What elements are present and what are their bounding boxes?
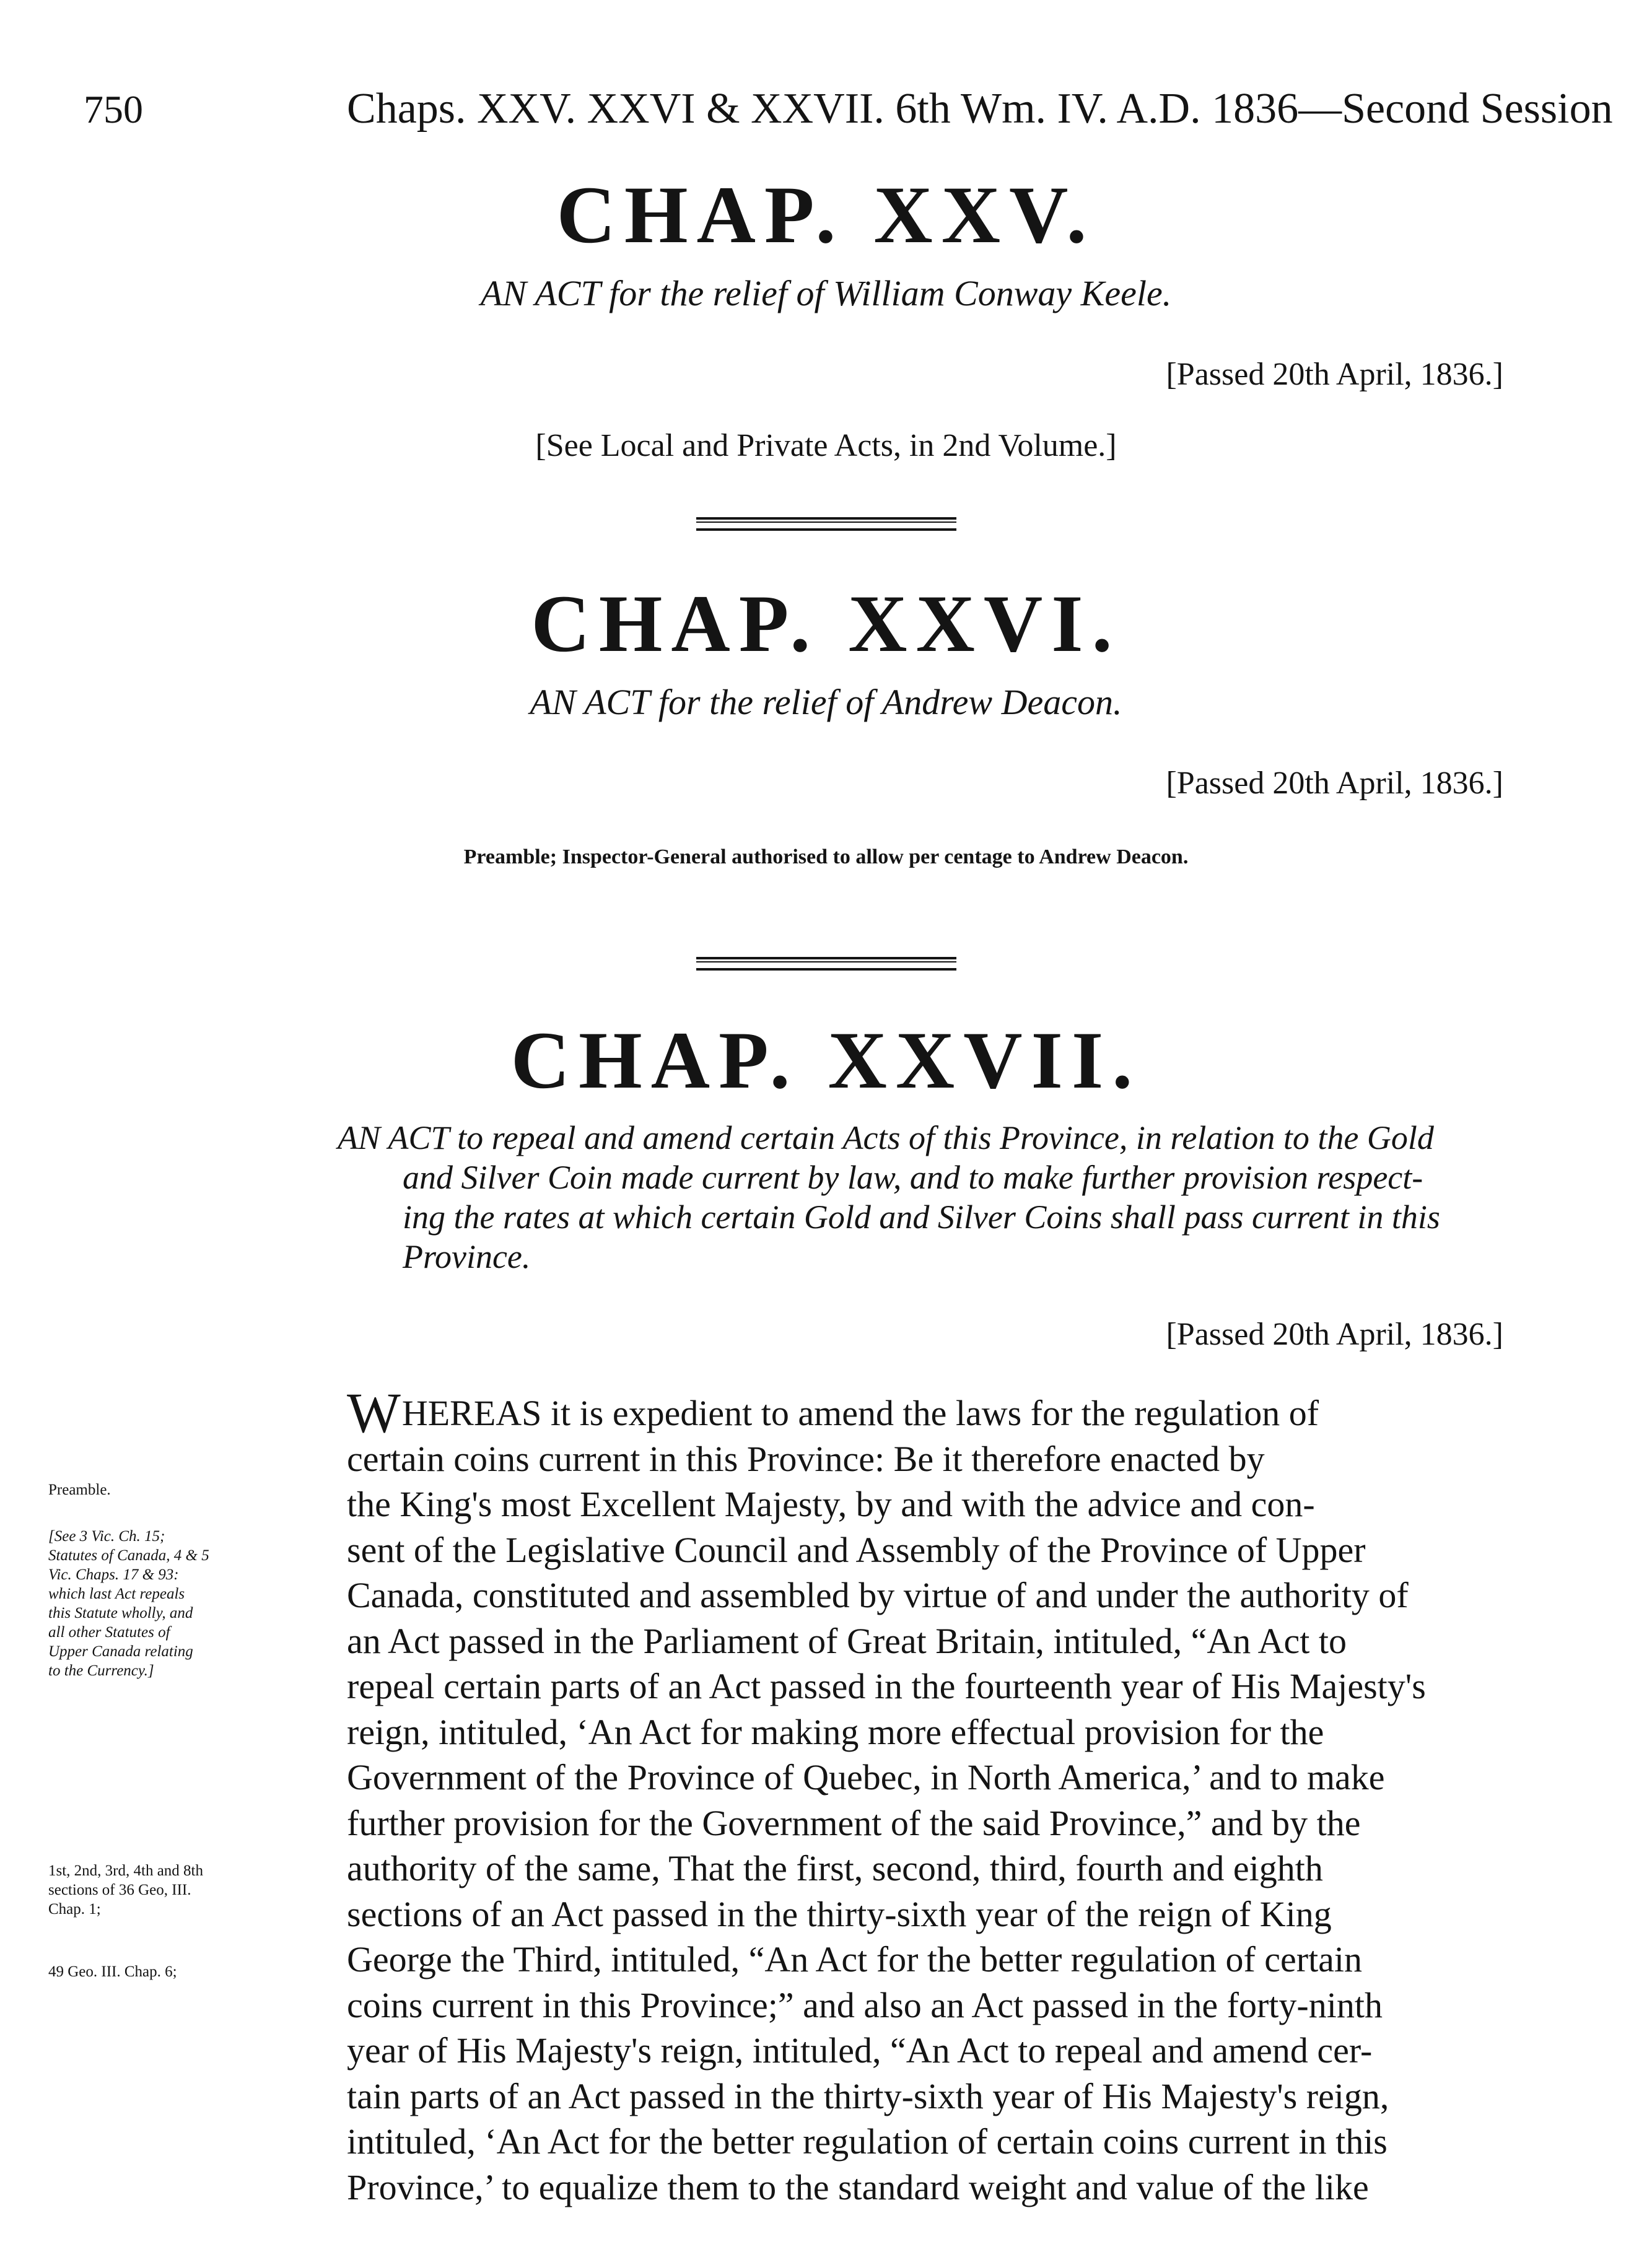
chap27-passed-date: [Passed 20th April, 1836.] — [1166, 1317, 1503, 1352]
page-number: 750 — [84, 87, 143, 131]
margin-note-see-statutes — [48, 1527, 339, 1680]
margin-note-sections — [48, 1861, 339, 1919]
body-line: authority of the same, That the first, second, third, fourth and eighth — [347, 1848, 1323, 1888]
body-line: an Act passed in the Parliament of Great Britain, intituled, “An Act to — [347, 1620, 1347, 1661]
margin-note-line: Chap. 1; — [48, 1901, 101, 1918]
margin-note-line: which last Act repeals — [48, 1586, 185, 1602]
margin-note-line: Vic. Chaps. 17 & 93: — [48, 1566, 179, 1583]
chap27-act-title-line: AN ACT to repeal and amend certain Acts of this Province, in relation to the Gold — [338, 1119, 1434, 1156]
body-line: George the Third, intituled, “An Act for the better regulation of certain — [347, 1939, 1363, 1979]
body-line: certain coins current in this Province: Be it therefore enacted by — [347, 1438, 1265, 1479]
body-line: coins current in this Province;” and also an Act passed in the forty-ninth — [347, 1984, 1383, 2025]
body-line: further provision for the Government of the said Province,” and by the — [347, 1802, 1361, 1843]
margin-note-line: to the Currency.] — [48, 1662, 154, 1679]
chap25-passed-date: [Passed 20th April, 1836.] — [1166, 357, 1503, 392]
body-line: sections of an Act passed in the thirty-sixth year of the reign of King — [347, 1893, 1332, 1934]
chap27-act-title — [338, 1118, 1502, 1277]
margin-note-preamble — [48, 1480, 339, 1499]
running-title: Chaps. XXV. XXVI & XXVII. 6th Wm. IV. A.D. 1836—Second Session — [347, 85, 1613, 133]
chap25-heading: CHAP. XXV. — [556, 169, 1096, 260]
chap25-see-local-note: [See Local and Private Acts, in 2nd Volume.] — [535, 428, 1117, 463]
body-line: Government of the Province of Quebec, in North America,’ and to make — [347, 1757, 1385, 1797]
body-line: sent of the Legislative Council and Assembly of the Province of Upper — [347, 1529, 1366, 1570]
chap27-heading: CHAP. XXVII. — [510, 1015, 1142, 1106]
margin-note-line: Preamble. — [48, 1482, 111, 1498]
body-line: tain parts of an Act passed in the thirty-sixth year of His Majesty's reign, — [347, 2075, 1389, 2116]
margin-note-line: [See 3 Vic. Ch. 15; — [48, 1528, 165, 1545]
section-divider-1 — [696, 517, 956, 531]
chap25-act-title: AN ACT for the relief of William Conway Keele. — [480, 273, 1172, 313]
margin-note-geo49 — [48, 1962, 339, 1981]
chap27-body-text — [347, 1381, 1573, 2210]
chap27-act-title-line: and Silver Coin made current by law, and to make further provision respect- — [403, 1159, 1423, 1196]
margin-note-line: Upper Canada relating — [48, 1643, 193, 1660]
margin-note-line: Statutes of Canada, 4 & 5 — [48, 1547, 209, 1564]
chap26-summary: Preamble; Inspector-General authorised to allow per centage to Andrew Deacon. — [463, 845, 1189, 868]
margin-note-line: 49 Geo. III. Chap. 6; — [48, 1963, 177, 1980]
chap26-act-title: AN ACT for the relief of Andrew Deacon. — [530, 682, 1122, 722]
chap26-heading: CHAP. XXVI. — [531, 578, 1121, 669]
section-divider-2 — [696, 957, 956, 971]
body-line: WHEREAS it is expedient to amend the laws for the regulation of — [347, 1381, 1319, 1444]
chap27-act-title-line: ing the rates at which certain Gold and Silver Coins shall pass current in this — [403, 1198, 1440, 1236]
body-line: reign, intituled, ‘An Act for making more effectual provision for the — [347, 1711, 1324, 1752]
chap26-passed-date: [Passed 20th April, 1836.] — [1166, 766, 1503, 801]
body-line: year of His Majesty's reign, intituled, “An Act to repeal and amend cer- — [347, 2030, 1373, 2071]
body-line: the King's most Excellent Majesty, by and with the advice and con- — [347, 1484, 1315, 1524]
margin-note-line: 1st, 2nd, 3rd, 4th and 8th — [48, 1862, 203, 1879]
margin-note-line: this Statute wholly, and — [48, 1605, 193, 1621]
body-line: repeal certain parts of an Act passed in the fourteenth year of His Majesty's — [347, 1666, 1426, 1706]
body-line: Canada, constituted and assembled by virtue of and under the authority of — [347, 1575, 1409, 1615]
chap27-act-title-line: Province. — [403, 1238, 531, 1275]
margin-note-line: sections of 36 Geo, III. — [48, 1882, 191, 1898]
body-line: Province,’ to equalize them to the standard weight and value of the like — [347, 2167, 1369, 2207]
body-line: intituled, ‘An Act for the better regulation of certain coins current in this — [347, 2121, 1388, 2162]
margin-note-line: all other Statutes of — [48, 1624, 170, 1641]
drop-cap: W — [347, 1381, 401, 1444]
